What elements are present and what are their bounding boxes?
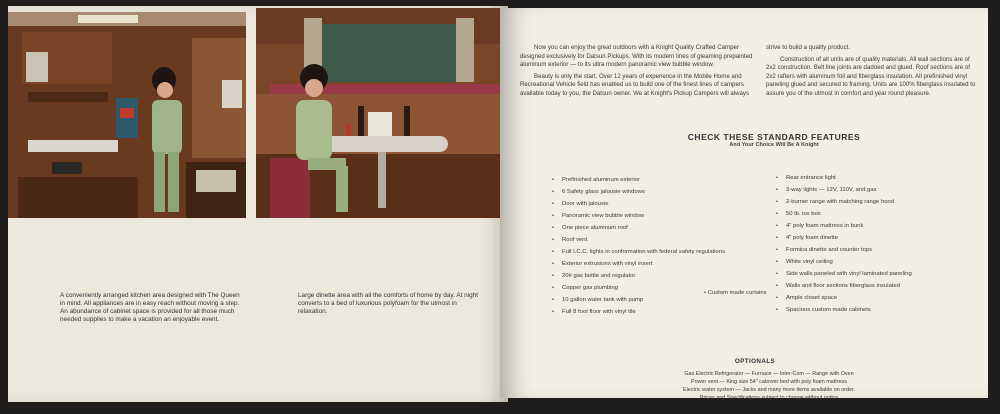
intro-paragraph: Construction of all units are of quality materials. All wall sections are of 2x2 construction. Belt line joints are dadoed and glued. Roof sections are of 2x2 rafters with aluminum foil and fiberglass insulation. All prefinished vinyl paneling glued and secured to framing. Units are 100% fiberglass insulated to assure you of the utmost in comfort and year round pleasure. bbox=[766, 55, 976, 97]
dinette-caption: Large dinette area with all the comforts of home by day. At night converts to a bed of luxurious polyfoam for the utmost in relaxation. bbox=[298, 292, 478, 315]
feature-item: • Rear entrance light bbox=[776, 172, 912, 184]
optionals-line: Electric water system — Jacks and many more items available on order. bbox=[683, 387, 855, 393]
optionals-text bbox=[644, 370, 894, 402]
feature-item: • 3-way lights — 12V, 110V, and gas bbox=[776, 184, 912, 196]
right-page bbox=[500, 8, 988, 401]
feature-item: • White vinyl ceiling bbox=[776, 256, 912, 268]
feature-item: • Formica dinette and counter tops bbox=[776, 244, 912, 256]
kitchen-photo-illustration bbox=[8, 12, 246, 218]
feature-item: • Walls and floor sections fiberglass insulated bbox=[776, 280, 912, 292]
feature-item: • Roof vent bbox=[552, 234, 725, 246]
feature-item: • 4" poly foam dinette bbox=[776, 232, 912, 244]
optionals-title: OPTIONALS bbox=[734, 358, 776, 365]
feature-item: • Door with jalousie bbox=[552, 198, 725, 210]
feature-item: • 50 lb. ice box bbox=[776, 208, 912, 220]
left-page bbox=[8, 6, 508, 402]
dinette-photo-illustration bbox=[256, 8, 506, 218]
feature-item: • Panoramic view bubble window bbox=[552, 210, 725, 222]
bullet-glyph: • bbox=[704, 290, 708, 296]
feature-item: • Exterior extrusions with vinyl insert bbox=[552, 258, 725, 270]
intro-column-right bbox=[766, 44, 976, 102]
feature-item: • Ample closet space bbox=[776, 292, 912, 304]
intro-paragraph: Beauty is only the start. Over 12 years of experience in the Mobile Home and Recreational Vehicle field has enabled us to build one of the finest lines of campers available today to you, the Datsun owner. We at Knight's Pickup Campers will always bbox=[520, 72, 750, 97]
feature-item: • Side walls paneled with vinyl laminated paneling bbox=[776, 268, 912, 280]
feature-item: • 20# gas bottle and regulator bbox=[552, 270, 725, 282]
feature-item: • Spacious custom made cabinets bbox=[776, 304, 912, 316]
optionals-line: Gas Electric Refrigerator — Furnace — Inter-Com — Range with Oven bbox=[684, 371, 854, 377]
feature-item: • 6 Safety glass jalousie windows bbox=[552, 186, 725, 198]
feature-item: • Prefinished aluminum exterior bbox=[552, 174, 725, 186]
feature-extra-item bbox=[704, 290, 767, 296]
feature-item: • Full 8 foot floor with vinyl tile bbox=[552, 306, 725, 318]
feature-item: • 2-burner range with matching range hood bbox=[776, 196, 912, 208]
intro-paragraph: strive to build a quality product. bbox=[766, 44, 851, 51]
feature-item: • One piece aluminum roof bbox=[552, 222, 725, 234]
features-list-left bbox=[552, 174, 725, 318]
features-subtitle: And Your Choice Will Be A Knight bbox=[729, 142, 819, 148]
kitchen-caption: A conveniently arranged kitchen area designed with The Queen in mind. All appliances are in easy reach without moving a step. An abundance of cabinet space is provided for all those much needed supplies to make a vacation an enjoyable event. bbox=[60, 292, 240, 323]
optionals-line: Prices and Specifications subject to change without notice bbox=[699, 395, 839, 401]
feature-item: • 10 gallon water tank with pump bbox=[552, 294, 725, 306]
features-list-right bbox=[776, 172, 912, 316]
feature-extra-label: Custom made curtains bbox=[707, 290, 767, 296]
optionals-line: Power vent — King size 54" cabover bed with poly foam mattress bbox=[691, 379, 847, 385]
feature-item: • Full I.C.C. lights in conformation with federal safety regulations bbox=[552, 246, 725, 258]
feature-item: • 4" poly foam mattress in bunk bbox=[776, 220, 912, 232]
feature-item: • Copper gas plumbing bbox=[552, 282, 725, 294]
dinette-photo bbox=[256, 8, 506, 218]
intro-column-left bbox=[520, 44, 758, 102]
features-title: CHECK THESE STANDARD FEATURES bbox=[687, 132, 861, 142]
kitchen-photo bbox=[8, 12, 246, 218]
intro-paragraph: Now you can enjoy the great outdoors with a Knight Quality Crafted Camper designed exclusively for Datsun Pickups. With its modern lines of gleaming prepainted aluminum exterior — to its ultra modern panoramic view bubble window. bbox=[520, 44, 753, 69]
